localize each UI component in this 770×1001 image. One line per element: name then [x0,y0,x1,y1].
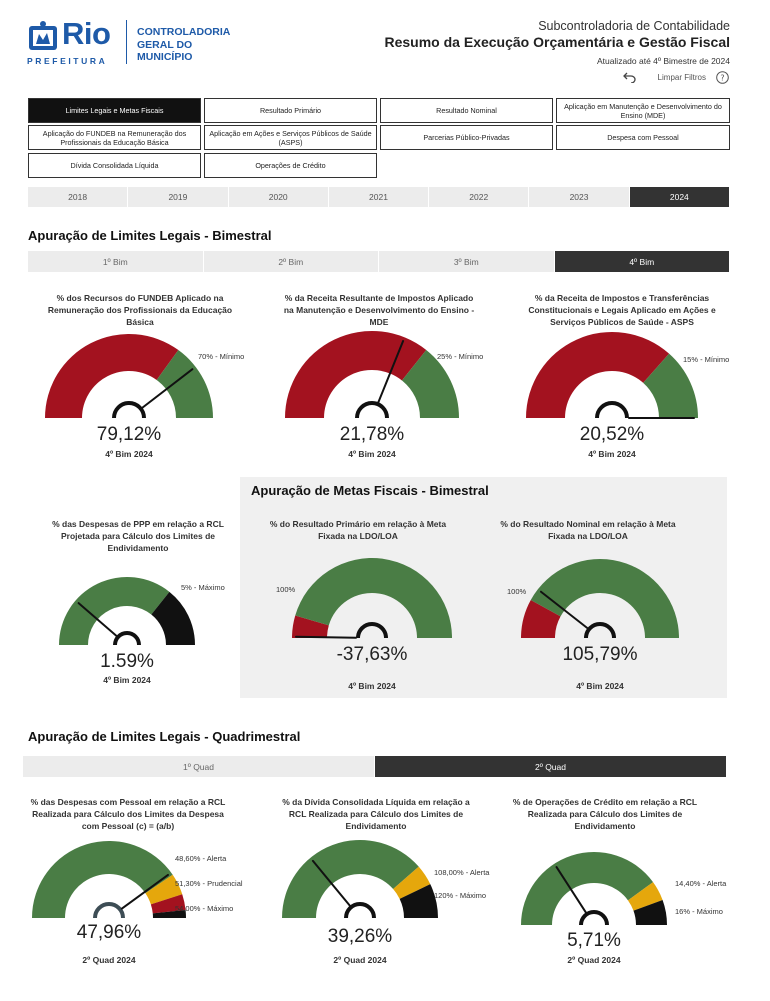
gauge-divida-period: 2º Quad 2024 [333,955,387,965]
gauge-operacoes-period: 2º Quad 2024 [567,955,621,965]
gauge-divida [276,834,444,924]
gauge-primario-title: % do Resultado Primário em relação à Meta Fixada na LDO/LOA [269,519,447,541]
year-2022[interactable]: 2022 [429,187,529,207]
nav-ppp[interactable]: Parcerias Público-Privadas [380,125,553,150]
gauge-divida-title: % da Dívida Consolidada Líquida em relação a RCL Realizada para Cálculo dos Limites de Endividamento [282,797,470,831]
gauge-operacoes-title: % de Operações de Crédito em relação a RCL Realizada para Cálculo dos Limites de Endividamento [512,797,698,831]
gauge-pessoal-threshold-label: 51,30% - Prudencial [175,879,243,888]
bimester-3[interactable]: 3º Bim [379,251,555,272]
gauge-operacoes-threshold-label: 16% - Máximo [675,907,723,916]
gauge-ppp-value: 1.59% [100,651,154,672]
gauge-asps-segment-red [526,332,669,418]
nav-limites-legais[interactable]: Limites Legais e Metas Fiscais [28,98,201,123]
quadrimester-selector [23,756,727,777]
gauge-pessoal-title: % das Despesas com Pessoal em relação a RCL Realizada para Cálculo dos Limites da Despesa com Pessoal (c) = (a/b) [30,797,226,831]
page-title: Resumo da Execução Orçamentária e Gestão Fiscal [384,34,730,50]
year-2019[interactable]: 2019 [128,187,228,207]
clear-filters-button[interactable]: Limpar Filtros [657,72,706,82]
gauge-divida-threshold-label: 108,00% - Alerta [434,868,490,877]
gauge-ppp [53,571,201,651]
gauge-asps-title: % da Receita de Impostos e Transferências Constitucionais e Legais Aplicado em Ações e Serviços Públicos de Saúde - ASPS [528,293,716,327]
gauge-fundeb-hub [114,403,144,418]
nav-resultado-nominal[interactable]: Resultado Nominal [380,98,553,123]
gauge-asps-value: 20,52% [579,424,645,445]
gauge-primario-value: -37,63% [336,644,408,665]
year-2020[interactable]: 2020 [229,187,329,207]
gauge-fundeb-title: % dos Recursos do FUNDEB Aplicado na Remuneração dos Profissionais da Educação Básica [47,293,233,327]
nav-divida-consolidada[interactable]: Dívida Consolidada Líquida [28,153,201,178]
nav-operacoes-credito[interactable]: Operações de Crédito [204,153,377,178]
section-title-bimestral-goals: Apuração de Metas Fiscais - Bimestral [251,483,489,498]
year-2024[interactable]: 2024 [630,187,730,207]
section-title-quadrimestral-limits: Apuração de Limites Legais - Quadrimestral [28,729,301,744]
gauge-primario-period: 4º Bim 2024 [348,681,396,691]
gauge-nominal-value: 105,79% [562,644,638,665]
gauge-pessoal-hub [95,904,123,918]
gauge-mde-threshold-label: 25% - Mínimo [437,352,484,361]
gauge-fundeb-threshold-label: 70% - Mínimo [198,352,245,361]
gauge-asps [520,326,704,424]
gauge-primario-needle [296,637,356,638]
gauge-operacoes-threshold-label: 14,40% - Alerta [675,879,727,888]
quadrimester-1[interactable]: 1º Quad [23,756,375,777]
updated-text: Atualizado até 4º Bimestre de 2024 [596,56,730,66]
gauge-mde-period: 4º Bim 2024 [348,449,396,459]
gauge-fundeb-period: 4º Bim 2024 [105,449,153,459]
gauge-ppp-threshold-label: 5% - Máximo [181,583,225,592]
gauge-operacoes-hub [581,912,607,925]
bimester-selector [28,251,730,272]
gauge-pessoal-period: 2º Quad 2024 [82,955,136,965]
nav-despesa-pessoal[interactable]: Despesa com Pessoal [556,125,730,150]
gauge-fundeb-segment-red [45,334,178,418]
logo-prefeitura-text: PREFEITURA [27,56,108,66]
gauge-nominal-period: 4º Bim 2024 [576,681,624,691]
gauge-ppp-hub [115,633,139,645]
nav-asps[interactable]: Aplicação em Ações e Serviços Públicos de Saúde (ASPS) [204,125,377,150]
gauge-mde-title: % da Receita Resultante de Impostos Aplicado na Manutenção e Desenvolvimento do Ensino - MDE [283,293,475,327]
nav-mde[interactable]: Aplicação em Manutenção e Desenvolvimento do Ensino (MDE) [556,98,730,123]
gauge-pessoal-value: 47,96% [76,922,142,943]
logo-divider [126,20,127,64]
gauge-asps-period: 4º Bim 2024 [588,449,636,459]
gauge-asps-hub [597,403,627,418]
bimester-4[interactable]: 4º Bim [555,251,731,272]
gauge-primario [286,552,458,644]
gauge-pessoal-threshold-label: 54,00% - Máximo [175,904,234,913]
city-emblem-icon [27,20,59,52]
year-2021[interactable]: 2021 [329,187,429,207]
gauge-ppp-period: 4º Bim 2024 [103,675,151,685]
undo-icon[interactable] [622,69,638,85]
section-title-bimestral-limits: Apuração de Limites Legais - Bimestral [28,228,272,243]
gauge-nominal [515,553,685,644]
quadrimester-2[interactable]: 2º Quad [375,756,727,777]
org-name-line1: CONTROLADORIA [137,26,231,38]
org-name [137,26,230,64]
year-2023[interactable]: 2023 [529,187,629,207]
bimester-1[interactable]: 1º Bim [28,251,204,272]
gauge-primario-threshold-label: 100% [276,585,296,594]
gauge-operacoes [515,846,673,931]
org-name-line3: MUNICÍPIO [137,51,193,63]
header-tools [622,69,730,85]
logo-rio-text: Rio [62,16,111,51]
gauge-asps-threshold-label: 15% - Mínimo [683,355,730,364]
year-selector [28,187,730,207]
gauge-nominal-hub [586,624,614,638]
gauge-pessoal-threshold-label: 48,60% - Alerta [175,854,227,863]
nav-fundeb[interactable]: Aplicação do FUNDEB na Remuneração dos Profissionais da Educação Básica [28,125,201,150]
gauge-primario-hub [358,624,386,638]
bimester-2[interactable]: 2º Bim [204,251,380,272]
gauge-divida-value: 39,26% [327,926,393,947]
gauge-nominal-title: % do Resultado Nominal em relação à Meta Fixada na LDO/LOA [500,519,676,541]
gauge-mde-segment-red [285,331,426,418]
gauge-mde [279,325,465,424]
org-name-line2: GERAL DO [137,38,193,51]
gauge-fundeb-value: 79,12% [96,424,162,445]
gauge-pessoal [26,835,192,924]
page-subtitle: Subcontroladoria de Contabilidade [538,19,730,33]
gauge-operacoes-value: 5,71% [567,930,621,951]
gauge-mde-hub [357,403,387,418]
gauge-fundeb [39,328,219,424]
year-2018[interactable]: 2018 [28,187,128,207]
gauge-divida-threshold-label: 120% - Máximo [434,891,487,900]
help-icon[interactable] [714,69,730,85]
svg-text:?: ? [719,73,725,82]
nav-resultado-primario[interactable]: Resultado Primário [204,98,377,123]
gauge-nominal-threshold-label: 100% [507,587,527,596]
gauge-mde-value: 21,78% [339,424,405,445]
gauge-ppp-title: % das Despesas de PPP em relação a RCL Projetada para Cálculo dos Limites de Endividamento [52,519,224,553]
